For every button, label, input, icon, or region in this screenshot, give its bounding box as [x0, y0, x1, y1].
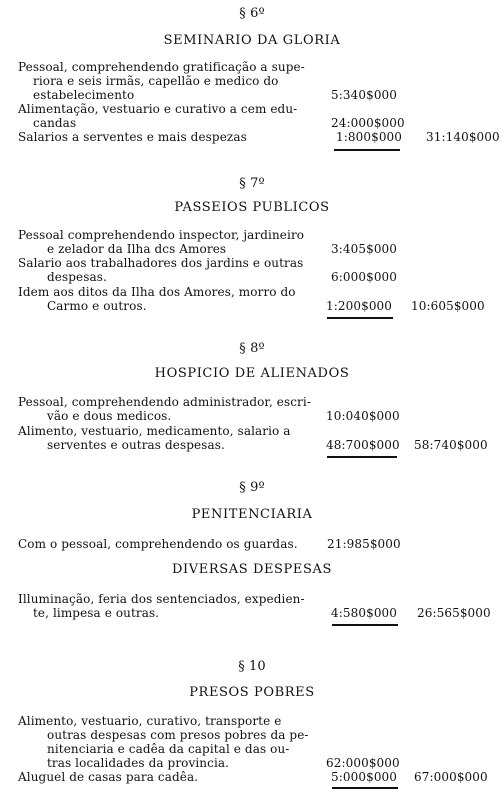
- s7-amount-1: 3:405$000: [331, 242, 398, 256]
- s10-line-3: nitenciaria e cadêa da capital e das ou-: [47, 742, 290, 756]
- s9-subline-1: Illuminação, feria dos sentenciados, expedien-: [18, 592, 305, 606]
- s6-amount-3: 1:800$000: [336, 130, 403, 144]
- section-10-number: § 10: [238, 659, 266, 674]
- s6-total: 31:140$000: [426, 130, 500, 144]
- s7-line-4: despesas.: [47, 270, 107, 284]
- s8-line-2: vão e dous medicos.: [47, 409, 172, 423]
- s9-total: 26:565$000: [417, 606, 491, 620]
- s6-amount-2: 24:000$000: [331, 116, 405, 130]
- s8-total-rule: [327, 456, 397, 458]
- section-8-number: § 8º: [239, 341, 265, 356]
- s7-amount-2: 6:000$000: [331, 270, 398, 284]
- s7-total-rule: [327, 317, 393, 319]
- section-9-heading: PENITENCIARIA: [191, 507, 313, 522]
- s9-line-1: Com o pessoal, comprehendendo os guardas.: [18, 537, 298, 551]
- section-9-subheading: DIVERSAS DESPESAS: [171, 562, 332, 577]
- s9-subline-2: te, limpesa e outras.: [33, 606, 160, 620]
- s6-line-2: riora e seis irmãs, capellão e medico do: [33, 74, 279, 88]
- s10-amount-1: 62:000$000: [326, 756, 400, 770]
- section-10-heading: PRESOS POBRES: [189, 685, 315, 700]
- s8-line-4: serventes e outras despesas.: [47, 438, 225, 452]
- s6-line-4: Alimentação, vestuario e curativo a cem edu-: [18, 102, 298, 116]
- s10-total: 67:000$000: [414, 770, 488, 784]
- section-8-heading: HOSPICIO DE ALIENADOS: [154, 366, 350, 381]
- s6-line-6: Salarios a serventes e mais despezas: [18, 130, 247, 144]
- s10-line-2: outras despesas com presos pobres da pe-: [47, 728, 309, 742]
- s6-line-1: Pessoal, comprehendendo gratificação a supe-: [18, 60, 305, 74]
- s9-amount-2: 4:580$000: [331, 606, 398, 620]
- s7-line-6: Carmo e outros.: [47, 299, 147, 313]
- s10-line-4: tras localidades da provincia.: [47, 756, 230, 770]
- s10-line-1: Alimento, vestuario, curativo, transporte e: [18, 714, 282, 728]
- section-7-heading: PASSEIOS PUBLICOS: [174, 200, 330, 215]
- s8-amount-2: 48:700$000: [326, 438, 400, 452]
- s8-line-3: Alimento, vestuario, medicamento, salario a: [18, 424, 291, 438]
- s8-line-1: Pessoal, comprehendendo administrador, escri-: [18, 395, 311, 409]
- s6-total-rule: [334, 149, 400, 151]
- s7-line-3: Salario aos trabalhadores dos jardins e outras: [18, 256, 304, 270]
- s8-amount-1: 10:040$000: [326, 409, 400, 423]
- s10-line-5: Aluguel de casas para cadêa.: [18, 770, 199, 784]
- s6-line-3: estabelecimento: [33, 88, 135, 102]
- s6-amount-1: 5:340$000: [331, 88, 398, 102]
- s7-line-5: Idem aos ditos da Ilha dos Amores, morro do: [18, 285, 296, 299]
- s8-total: 58:740$000: [414, 438, 488, 452]
- s6-line-5: candas: [33, 116, 77, 130]
- section-7-number: § 7º: [239, 176, 265, 191]
- s9-total-rule: [332, 624, 398, 626]
- section-9-number: § 9º: [239, 480, 265, 495]
- s7-line-2: e zelador da Ilha dcs Amores: [47, 242, 227, 256]
- s7-line-1: Pessoal comprehendendo inspector, jardineiro: [18, 228, 305, 242]
- s7-amount-3: 1:200$000: [326, 299, 393, 313]
- section-6-number: § 6º: [239, 6, 265, 21]
- s9-amount-1: 21:985$000: [327, 537, 401, 551]
- s10-total-rule: [332, 787, 398, 789]
- s10-amount-2: 5:000$000: [331, 770, 398, 784]
- s7-total: 10:605$000: [411, 299, 485, 313]
- section-6-heading: SEMINARIO DA GLORIA: [163, 33, 341, 48]
